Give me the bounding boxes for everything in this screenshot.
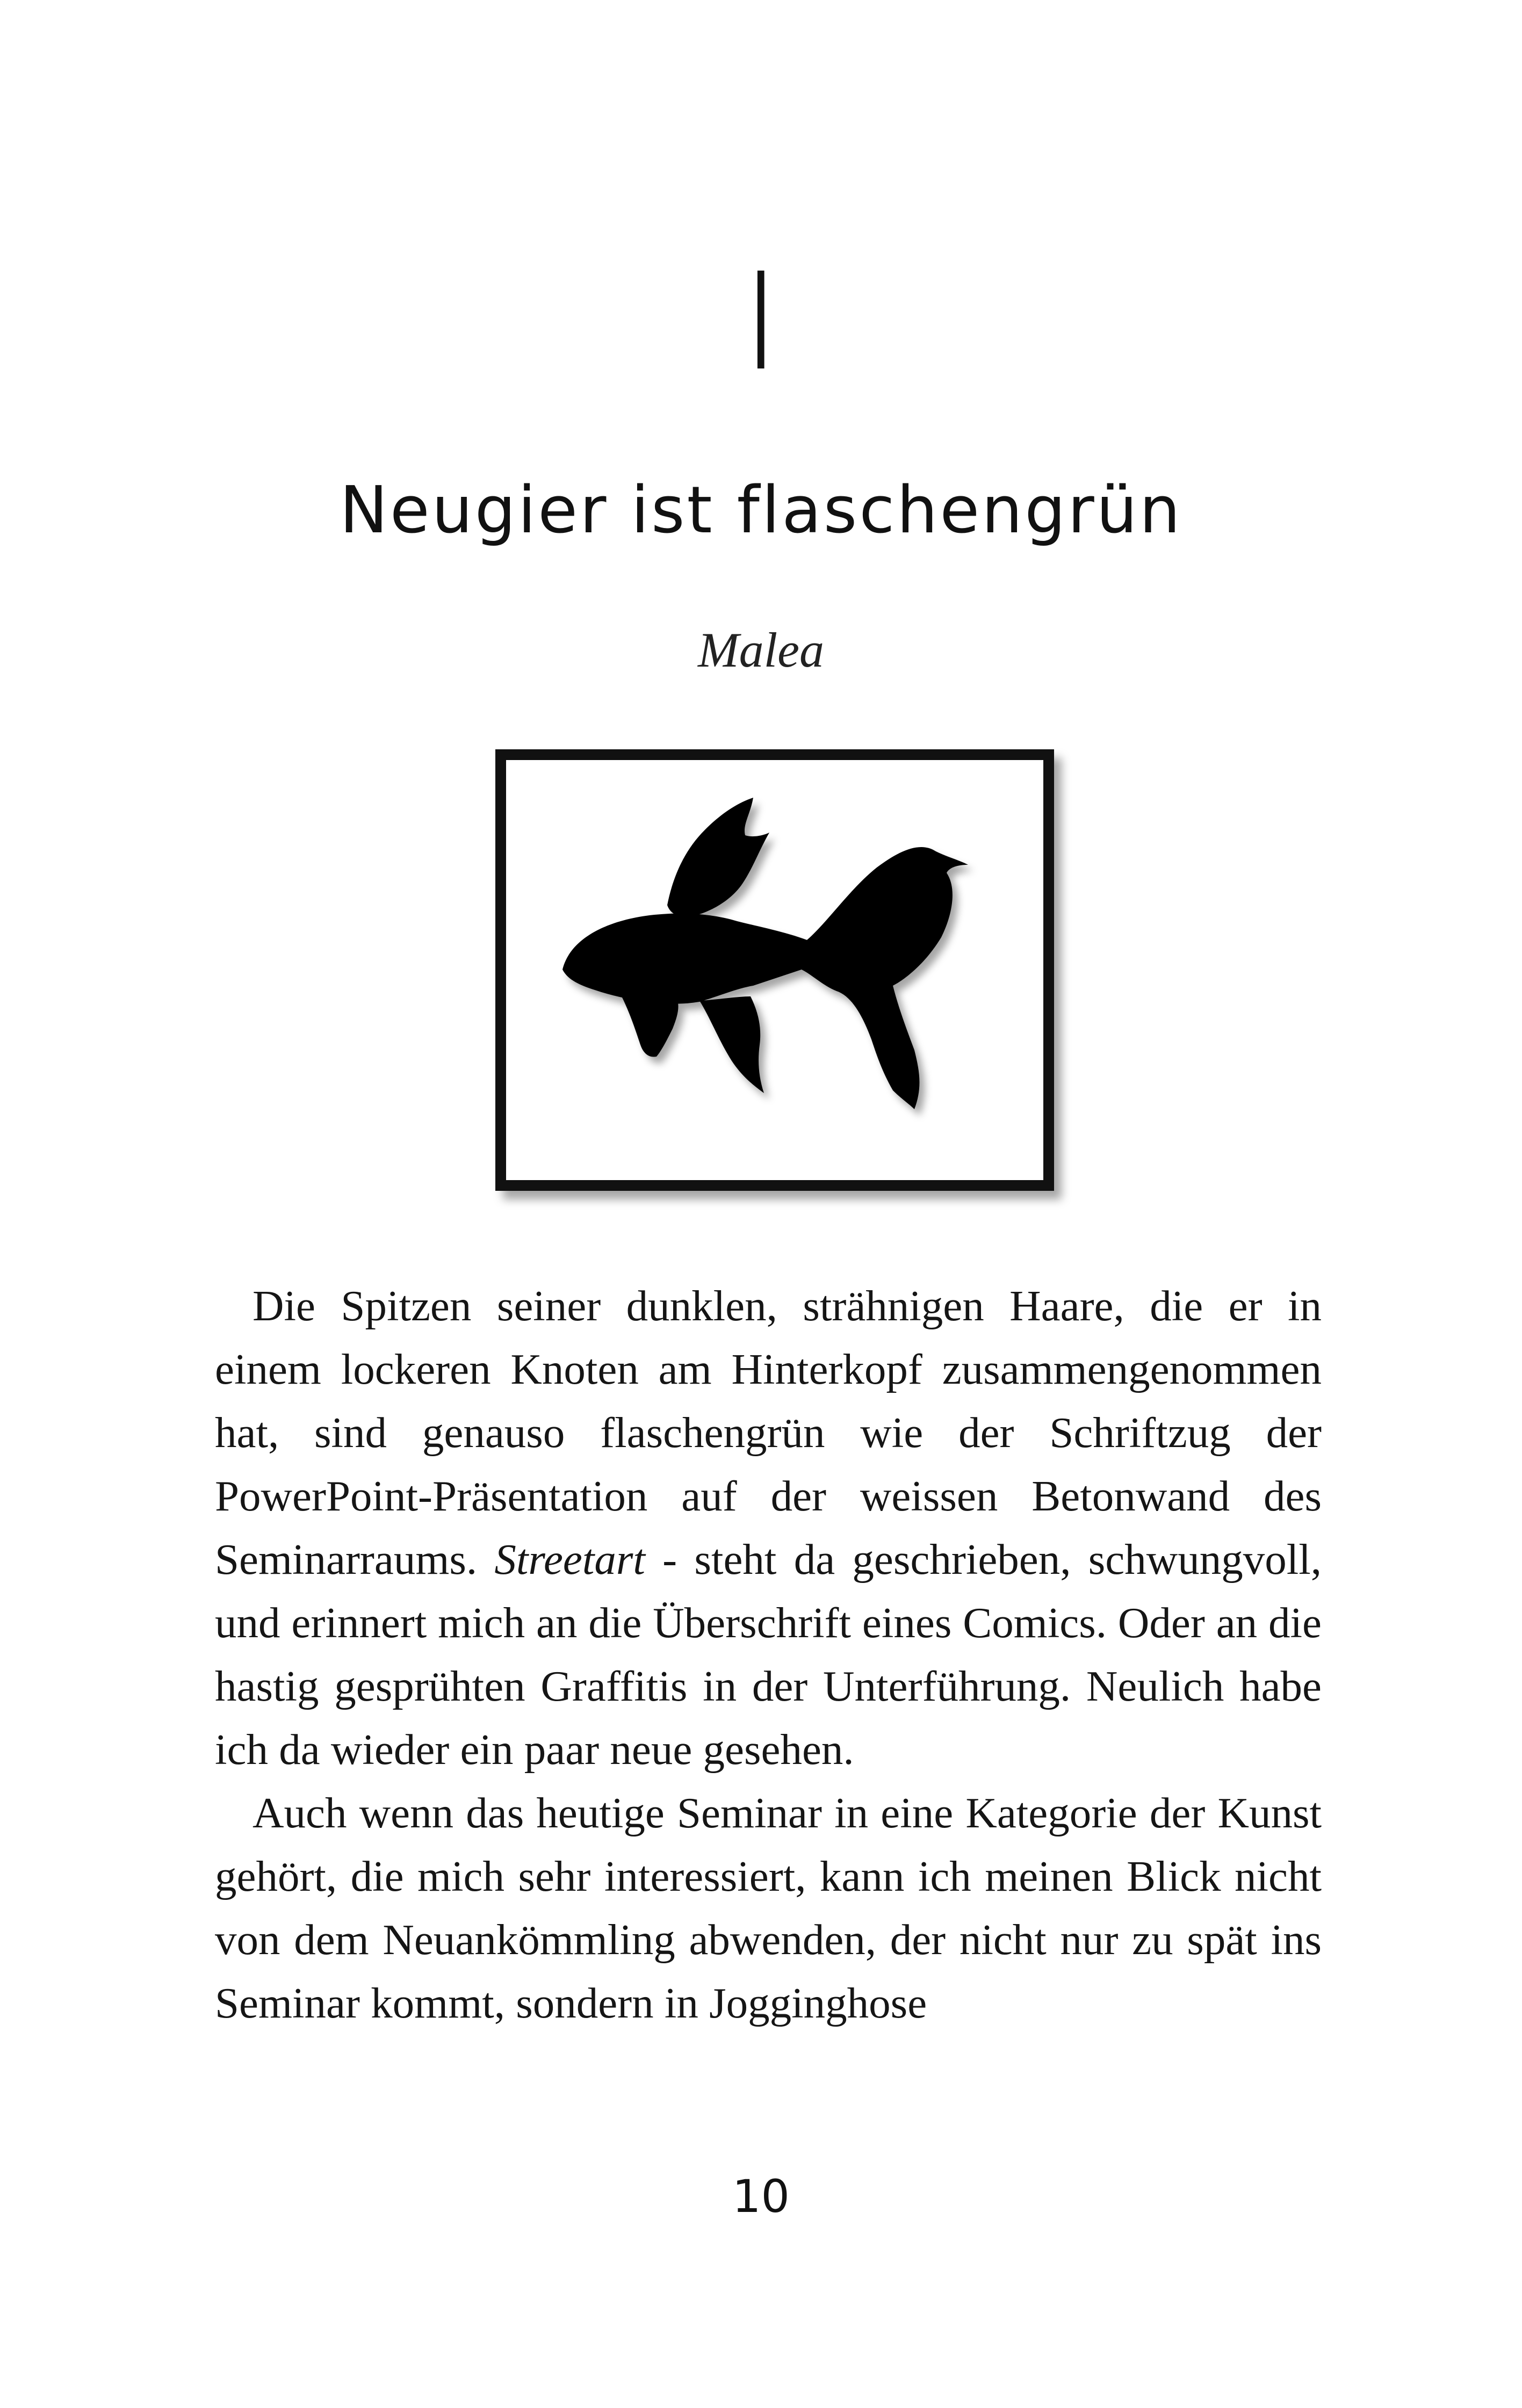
chapter-illustration-frame (495, 749, 1054, 1191)
chapter-body (215, 1274, 1322, 2035)
paragraph-text: - steht da geschrieben, schwungvoll, und erinnert mich an die Überschrift eines Comics. Oder an die hastig gesprühten Graffitis in der Unterführung. Neulich habe ich da wieder ein paar neue gesehen. (215, 1535, 1322, 1774)
body-paragraph: Auch wenn das heutige Seminar in eine Kategorie der Kunst gehört, die mich sehr interessiert, kann ich meinen Blick nicht von dem Neuankömmling abwenden, der nicht nur zu spät ins Seminar kommt, sondern in Jogginghose (215, 1789, 1322, 2027)
author-name: Malea (697, 623, 825, 677)
chapter-title: Neugier ist flaschengrün (340, 473, 1182, 548)
chapter-number: I (741, 244, 781, 400)
paragraph-text: Die Spitzen seiner dunklen, strähnigen Haare, die er in einem lockeren Knoten am Hinterkopf zusammengenommen hat, sind genauso flaschengrün wie der Schriftzug der PowerPoint-Präsentation auf der weissen Betonwand des Seminarraums. (215, 1282, 1322, 1583)
emphasized-term: Streetart (494, 1535, 645, 1583)
goldfish-silhouette-icon (506, 760, 1043, 1180)
body-paragraph (215, 1274, 1322, 1781)
page-number: 10 (732, 2170, 790, 2223)
